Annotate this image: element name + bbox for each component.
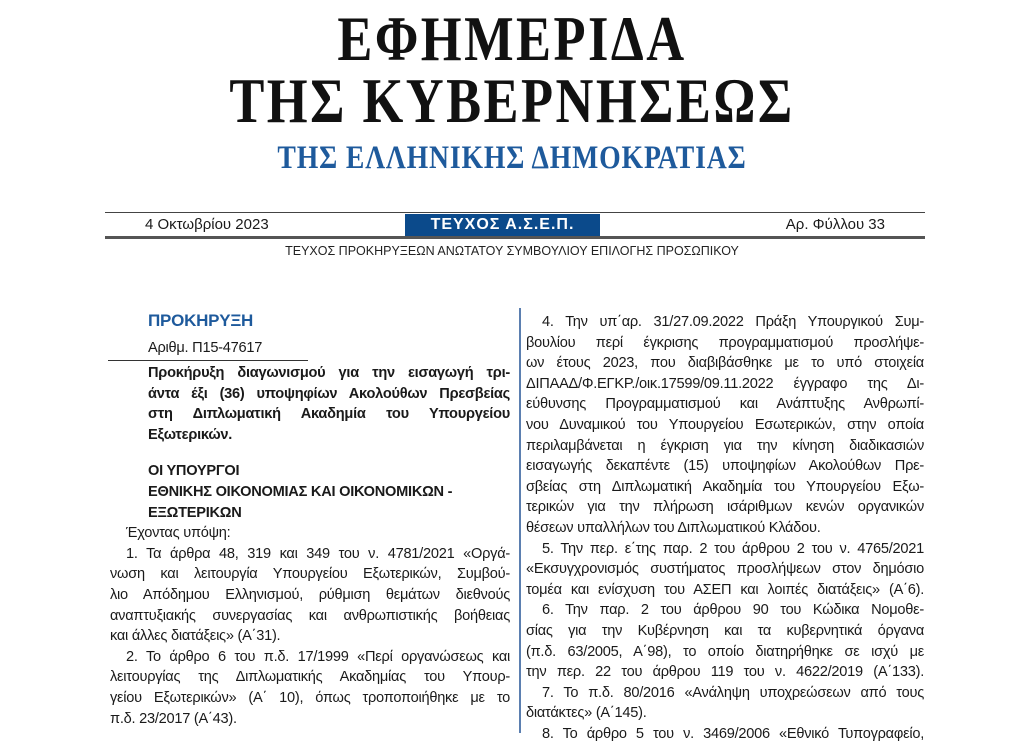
ministers-heading: [110, 461, 510, 523]
notice-title: [110, 363, 510, 445]
text-line: τομέα και ενίσχυση του ΑΣΕΠ και λοιπές διατάξεις» (Α΄6).: [526, 581, 924, 598]
text-line: γείου Εξωτερικών» (Α΄ 10), όπως τροποποιήθηκε με το: [110, 689, 510, 706]
column-divider: [519, 308, 521, 733]
title-line: Προκήρυξη διαγωνισμού για την εισαγωγή τρι-: [148, 365, 510, 381]
text-line: 7. Το π.δ. 80/2016 «Ανάληψη υποχρεώσεων από τους: [542, 684, 924, 701]
title-line: στη Διπλωματική Ακαδημία του Υπουργείου: [148, 406, 510, 423]
issue-subtitle: ΤΕΥΧΟΣ ΠΡΟΚΗΡΥΞΕΩΝ ΑΝΩΤΑΤΟΥ ΣΥΜΒΟΥΛΙΟΥ ΕΠΙΛΟΓΗΣ ΠΡΟΣΩΠΙΚΟΥ: [285, 244, 739, 258]
text-line: περιλαμβάνεται η έγκριση για την κίνηση διαδικασιών: [526, 437, 924, 454]
text-line: λιο Απόδημου Ελληνισμού, ρύθμιση θεμάτων διεθνούς: [110, 586, 510, 603]
paragraph-4: [526, 312, 924, 539]
text-line: σβείας στη Διπλωματική Ακαδημία του Υπουργείου Εξω-: [526, 478, 924, 495]
text-line: σίας για την Κυβέρνηση και τα κυβερνητικά όργανα: [526, 622, 924, 639]
sheet-number: Αρ. Φύλλου 33: [785, 216, 885, 233]
text-line: 4. Την υπ΄αρ. 31/27.09.2022 Πράξη Υπουργικού Συμ-: [542, 314, 924, 330]
text-line: 6. Την παρ. 2 του άρθρου 90 του Κώδικα Νομοθε-: [542, 602, 924, 619]
text-line: την περ. 22 του άρθρου 119 του ν. 4622/2019 (Α΄133).: [526, 664, 924, 681]
left-column: [110, 308, 510, 729]
text-line: 5. Την περ. ε΄της παρ. 2 του άρθρου 2 του ν. 4765/2021: [542, 540, 924, 557]
paragraph-5: [526, 539, 924, 601]
text-line: και άλλες διατάξεις» (Α΄31).: [110, 628, 281, 645]
text-line: 1. Τα άρθρα 48, 319 και 349 του ν. 4781/2021 «Οργά-: [126, 545, 510, 562]
text-line: λειτουργίας της Διπλωματικής Ακαδημίας του Υπουρ-: [110, 669, 510, 686]
text-line: «Εκσυγχρονισμός συστήματος προσλήψεων στον δημόσιο: [526, 561, 924, 578]
text-line: διατάκτες» (Α΄145).: [526, 705, 647, 722]
notice-heading: ΠΡΟΚΗΡΥΞΗ: [148, 311, 254, 330]
issue-series: ΤΕΥΧΟΣ Α.Σ.Ε.Π.: [405, 214, 600, 236]
text-line: εισαγωγής δεκαπέντε (15) υποψηφίων Ακολούθων Πρε-: [526, 458, 924, 475]
paragraph-1: [110, 544, 510, 647]
ministers-line: ΕΘΝΙΚΗΣ ΟΙΚΟΝΟΜΙΑΣ ΚΑΙ ΟΙΚΟΝΟΜΙΚΩΝ -: [148, 483, 453, 500]
paragraph-8: [526, 724, 924, 744]
paragraph-6: [526, 600, 924, 682]
text-line: αναπτυξιακής συνεργασίας και ανθρωπιστικής βοήθειας: [110, 607, 510, 624]
number-underline: [108, 360, 308, 361]
right-column: [526, 312, 924, 744]
text-line: ων έτους 2023, που διαβιβάσθηκε με το υπό στοιχεία: [526, 355, 924, 372]
notice-number: Αριθμ. Π15-47617: [148, 340, 263, 356]
text-line: ΔΙΠΑΑΔ/Φ.ΕΓΚΡ./οικ.17599/09.11.2022 έγγραφο της Δι-: [526, 375, 924, 392]
masthead-title: ΕΦΗΜΕΡΙΔΑ: [337, 3, 687, 74]
issue-date: 4 Οκτωβρίου 2023: [145, 216, 269, 233]
text-line: (π.δ. 63/2005, Α΄98), το οποίο διατηρήθηκε σε ισχύ με: [526, 643, 924, 660]
text-line: 2. Το άρθρο 6 του π.δ. 17/1999 «Περί οργανώσεως και: [126, 648, 510, 665]
text-line: π.δ. 23/2017 (Α΄43).: [110, 710, 237, 727]
paragraph-7: [526, 683, 924, 724]
text-line: τερικών για την πλήρωση ισάριθμων κενών οργανικών: [526, 499, 924, 516]
ministers-line: ΕΞΩΤΕΡΙΚΩΝ: [148, 504, 242, 521]
ministers-line: ΟΙ ΥΠΟΥΡΓΟΙ: [148, 463, 240, 480]
text-line: νωση και λειτουργία Υπουργείου Εξωτερικών, Συμβού-: [110, 566, 510, 583]
text-line: νου Δυναμικού του Υπουργείου Εσωτερικών, στην οποία: [526, 416, 924, 433]
intro-text: Έχοντας υπόψη:: [126, 525, 231, 542]
bottom-rule: [105, 236, 925, 239]
issue-bar: [105, 214, 925, 236]
title-line: Εξωτερικών.: [148, 426, 233, 443]
masthead-subtitle: ΤΗΣ ΚΥΒΕΡΝΗΣΕΩΣ: [229, 65, 795, 136]
text-line: θέσεων υπαλλήλων του Διπλωματικού Κλάδου.: [526, 519, 821, 536]
paragraph-2: [110, 647, 510, 729]
top-rule: [105, 212, 925, 213]
masthead-republic: ΤΗΣ ΕΛΛΗΝΙΚΗΣ ΔΗΜΟΚΡΑΤΙΑΣ: [277, 140, 747, 176]
text-line: βουλίου περί έγκρισης προγραμματισμού προσλήψε-: [526, 334, 924, 351]
title-line: άντα έξι (36) υποψηφίων Ακολούθων Πρεσβείας: [148, 385, 510, 402]
text-line: εύθυνσης Προγραμματισμού και Ανάπτυξης Ανθρωπί-: [526, 396, 924, 413]
text-line: 8. Το άρθρο 5 του ν. 3469/2006 «Εθνικό Τυπογραφείο,: [542, 725, 924, 742]
